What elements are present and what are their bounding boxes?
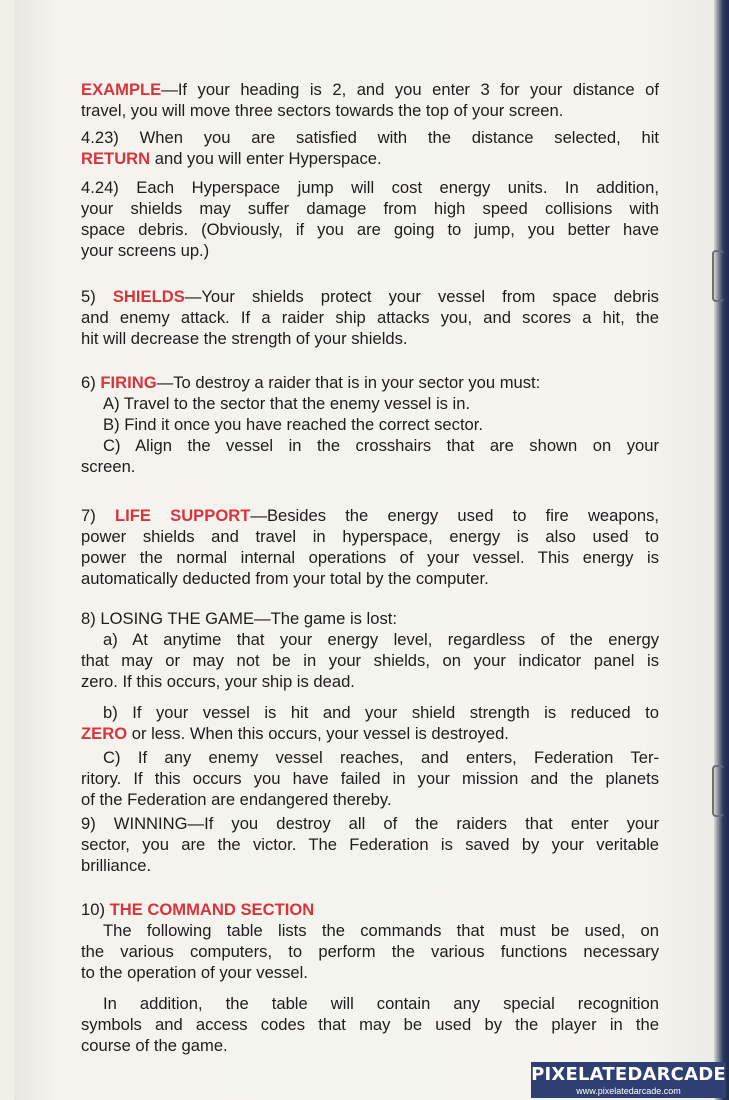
text-line: brilliance. xyxy=(81,856,152,875)
section-number: 10) xyxy=(81,900,110,919)
paragraph-winning xyxy=(81,813,659,876)
text-line: of the Federation are endangered thereby. xyxy=(81,790,392,809)
watermark-logo xyxy=(531,1062,726,1098)
text-line: power shields and travel in hyperspace, energy is also used to xyxy=(81,527,659,546)
text-line: course of the game. xyxy=(81,1036,228,1055)
text-line: your screens up.) xyxy=(81,241,210,260)
text-line: symbols and access codes that may be used by the player in the xyxy=(81,1015,659,1034)
text-line: that may or may not be in your shields, on your indicator panel is xyxy=(81,651,659,670)
paragraph-example xyxy=(81,79,659,121)
text-line: your shields may suffer damage from high speed collisions with xyxy=(81,199,659,218)
shields-heading: SHIELDS xyxy=(112,287,185,306)
example-label: EXAMPLE xyxy=(81,80,162,99)
staple-top xyxy=(712,250,724,302)
text-line: a) At anytime that your energy level, regardless of the energy xyxy=(103,630,659,649)
paragraph-4-23 xyxy=(81,127,659,169)
section-number: 5) xyxy=(81,287,113,306)
text-line: ritory. If this occurs you have failed in your mission and the planets xyxy=(81,769,659,788)
text-line: screen. xyxy=(81,457,136,476)
booklet-cover-edge xyxy=(714,0,729,1100)
section-number: 7) xyxy=(81,506,115,525)
paragraph-firing xyxy=(81,372,659,477)
text-line: 9) WINNING—If you destroy all of the raiders that enter your xyxy=(81,814,659,833)
text-line: —Your shields protect your vessel from space debris xyxy=(184,287,659,306)
section-number: 6) xyxy=(81,373,101,392)
text-line: 4.23) When you are satisfied with the distance selected, hit xyxy=(81,128,659,147)
paragraph-command-section xyxy=(81,899,659,1056)
text-line: or less. When this occurs, your vessel is destroyed. xyxy=(127,724,509,743)
text-line: —To destroy a raider that is in your sector you must: xyxy=(156,373,541,392)
text-line: and you will enter Hyperspace. xyxy=(150,149,382,168)
text-line: The following table lists the commands that must be used, on xyxy=(103,921,659,940)
text-line: C) Align the vessel in the crosshairs that are shown on your xyxy=(103,436,659,455)
losing-heading: 8) LOSING THE GAME—The game is lost: xyxy=(81,609,397,628)
firing-heading: FIRING xyxy=(100,373,157,392)
text-line: travel, you will move three sectors towards the top of your screen. xyxy=(81,101,564,120)
text-line: 4.24) Each Hyperspace jump will cost energy units. In addition, xyxy=(81,178,659,197)
zero-label: ZERO xyxy=(81,724,128,743)
text-line: —Besides the energy used to fire weapons, xyxy=(250,506,659,525)
text-line: In addition, the table will contain any special recognition xyxy=(103,994,659,1013)
text-line: and enemy attack. If a raider ship attacks you, and scores a hit, the xyxy=(81,308,659,327)
text-line: power the normal internal operations of your vessel. This energy is xyxy=(81,548,659,567)
paragraph-losing xyxy=(81,608,659,810)
text-line: automatically deducted from your total by the computer. xyxy=(81,569,489,588)
paragraph-life-support xyxy=(81,505,659,589)
text-line: —If your heading is 2, and you enter 3 for your distance of xyxy=(161,80,659,99)
text-line: hit will decrease the strength of your shields. xyxy=(81,329,408,348)
watermark-url: www.pixelatedarcade.com xyxy=(576,1086,681,1096)
return-key-label: RETURN xyxy=(81,149,151,168)
text-line: zero. If this occurs, your ship is dead. xyxy=(81,672,355,691)
text-line: to the operation of your vessel. xyxy=(81,963,308,982)
text-line: space debris. (Obviously, if you are going to jump, you better have xyxy=(81,220,659,239)
text-line: B) Find it once you have reached the correct sector. xyxy=(103,415,484,434)
life-support-heading: LIFE SUPPORT xyxy=(114,506,251,525)
text-line: sector, you are the victor. The Federation is saved by your veritable xyxy=(81,835,659,854)
text-line: the various computers, to perform the various functions necessary xyxy=(81,942,659,961)
text-line: C) If any enemy vessel reaches, and enters, Federation Ter- xyxy=(103,748,659,767)
paragraph-shields xyxy=(81,286,659,349)
text-line: A) Travel to the sector that the enemy vessel is in. xyxy=(103,394,471,413)
staple-bottom xyxy=(712,765,724,817)
text-line: b) If your vessel is hit and your shield strength is reduced to xyxy=(103,703,659,722)
paragraph-4-24 xyxy=(81,177,659,261)
watermark-name: PIXELATEDARCADE xyxy=(531,1064,726,1085)
command-section-heading: THE COMMAND SECTION xyxy=(109,900,315,919)
